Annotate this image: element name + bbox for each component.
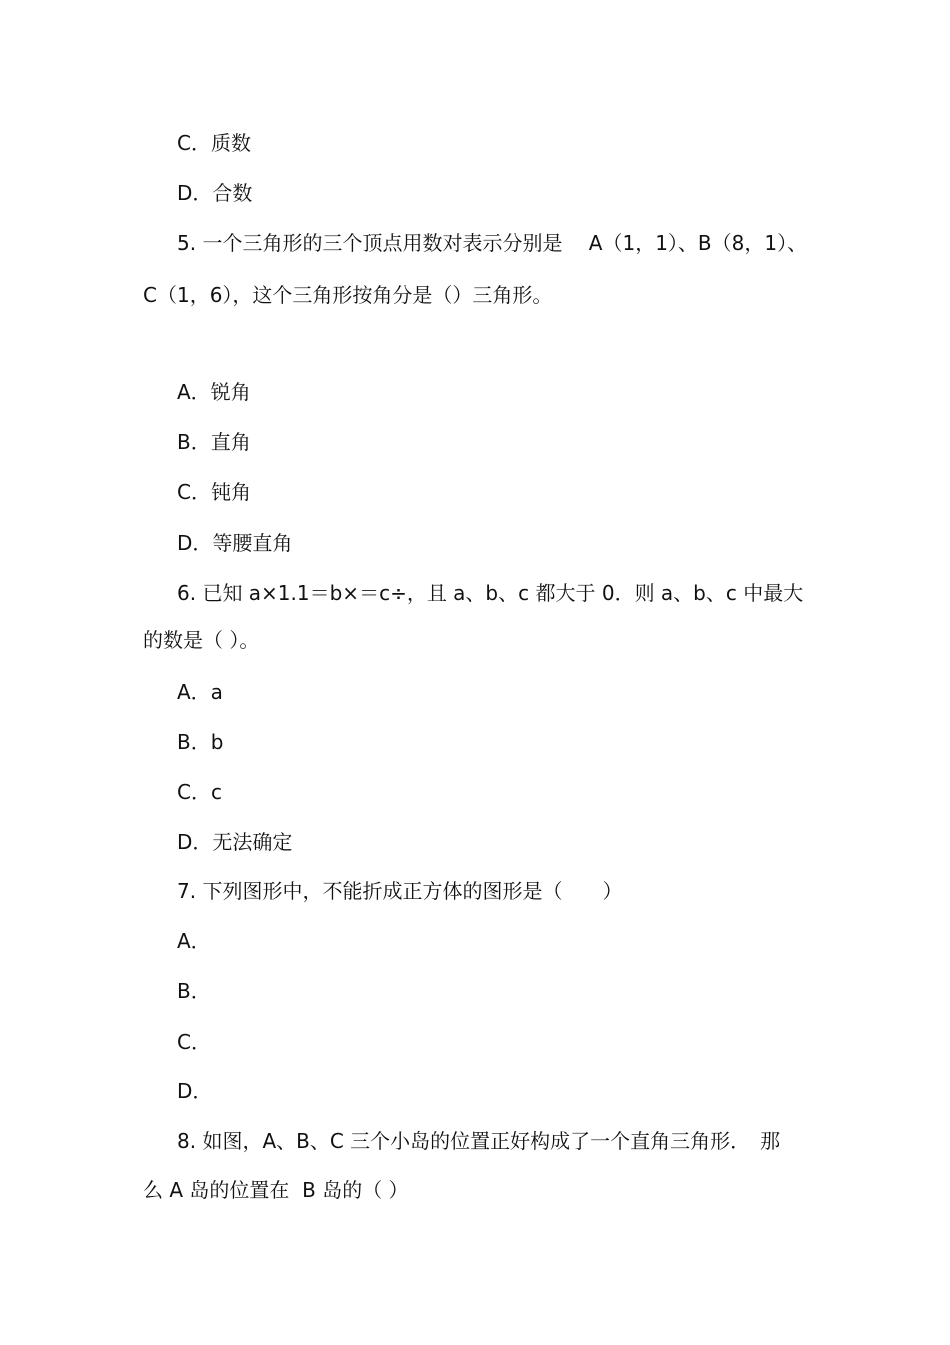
q6-option-b: B．b [177, 730, 224, 754]
q8-stem-line2: 么 A 岛的位置在 B 岛的（ ） [143, 1178, 409, 1202]
q5-option-c: C．钝角 [177, 480, 251, 504]
q4-option-d: D．合数 [177, 181, 253, 205]
q7-stem: 7. 下列图形中，不能折成正方体的图形是（ ） [177, 879, 623, 903]
q6-stem-line2: 的数是（ ）。 [143, 628, 260, 652]
q6-option-a: A．a [177, 680, 223, 704]
q6-option-d: D．无法确定 [177, 830, 293, 854]
q6-stem-line1: 6. 已知 a×1.1＝b×＝c÷，且 a、b、c 都大于 0．则 a、b、c 中最大 [177, 581, 804, 605]
q7-option-a: A． [177, 929, 211, 953]
q4-option-c: C．质数 [177, 131, 251, 155]
q7-option-d: D． [177, 1079, 213, 1103]
q5-option-b: B．直角 [177, 430, 251, 454]
q5-option-a: A．锐角 [177, 380, 251, 404]
q6-option-c: C．c [177, 780, 222, 804]
q5-stem-line1: 5. 一个三角形的三个顶点用数对表示分别是 A（1，1）、B（8，1）、 [177, 231, 808, 255]
q5-stem-line2: C（1，6），这个三角形按角分是（）三角形。 [143, 283, 553, 307]
q5-option-d: D．等腰直角 [177, 531, 293, 555]
q7-option-c: C． [177, 1030, 211, 1054]
q7-option-b: B． [177, 979, 211, 1003]
q8-stem-line1: 8. 如图，A、B、C 三个小岛的位置正好构成了一个直角三角形． 那 [177, 1129, 781, 1153]
